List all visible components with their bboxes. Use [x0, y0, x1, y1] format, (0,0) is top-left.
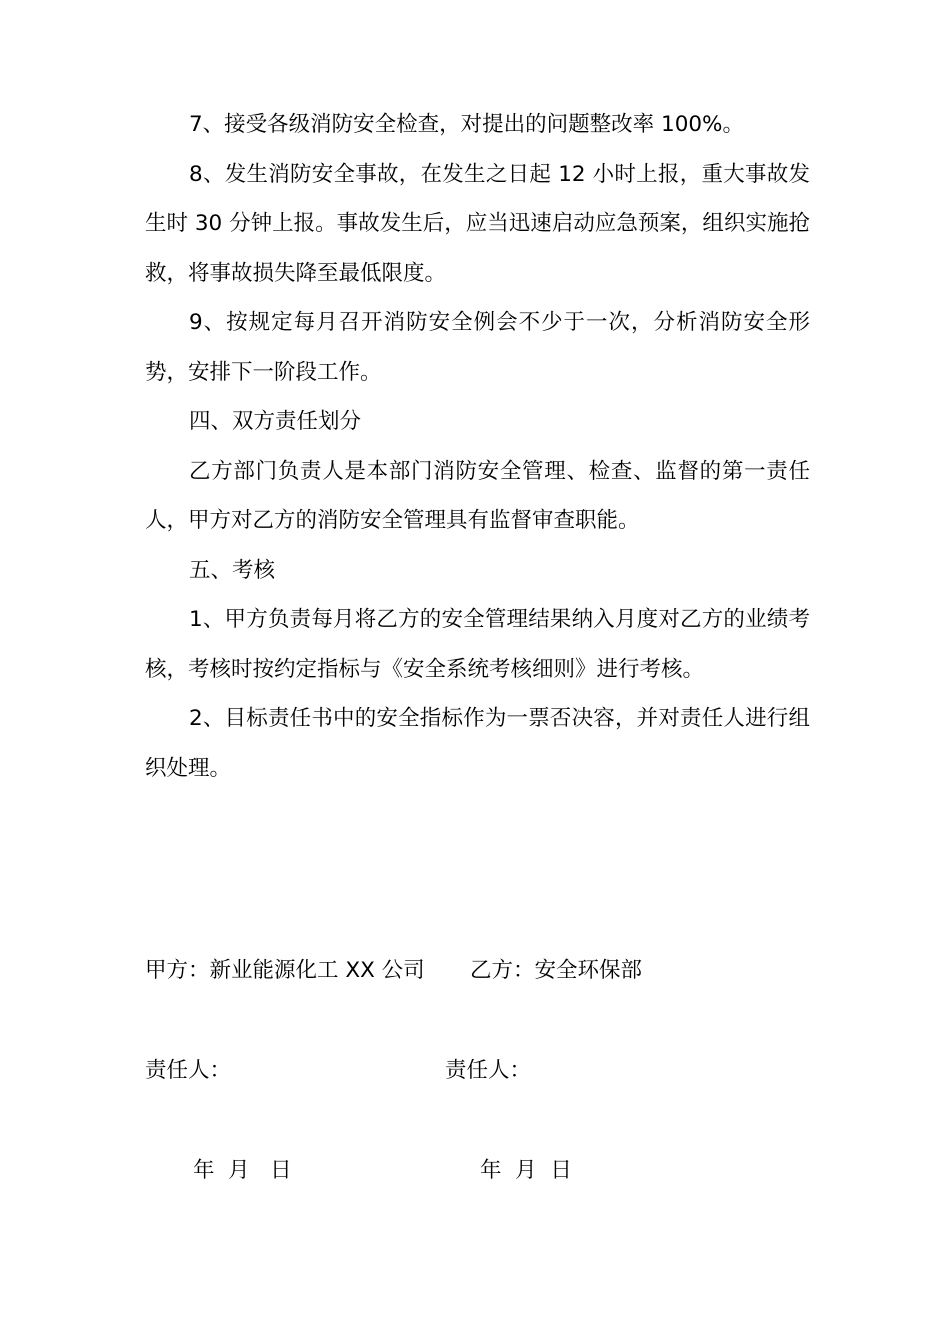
- date-line-b: 年 月 日: [480, 1158, 572, 1183]
- paragraph-assessment-1: 1、甲方负责每月将乙方的安全管理结果纳入月度对乙方的业绩考核，考核时按约定指标与《安全系统考核细则》进行考核。: [145, 607, 810, 682]
- date-line-a: 年 月 日: [193, 1158, 292, 1183]
- responsible-person-b: 责任人：: [445, 1058, 532, 1083]
- document-body: [145, 100, 810, 793]
- section-heading-responsibility: 四、双方责任划分: [189, 409, 362, 434]
- paragraph-item-8: 8、发生消防安全事故，在发生之日起 12 小时上报，重大事故发生时 30 分钟上报。事故发生后，应当迅速启动应急预案，组织实施抢救，将事故损失降至最低限度。: [145, 161, 810, 286]
- paragraph-item-9: 9、按规定每月召开消防安全例会不少于一次，分析消防安全形势，安排下一阶段工作。: [145, 310, 810, 385]
- paragraph-assessment-2: 2、目标责任书中的安全指标作为一票否决容，并对责任人进行组织处理。: [145, 706, 810, 781]
- party-b-label: 乙方：安全环保部: [470, 958, 643, 983]
- paragraph-item-7: 7、接受各级消防安全检查，对提出的问题整改率 100%。: [189, 112, 744, 137]
- paragraph-responsibility: 乙方部门负责人是本部门消防安全管理、检查、监督的第一责任人，甲方对乙方的消防安全管理具有监督审查职能。: [145, 458, 810, 533]
- section-heading-assessment: 五、考核: [189, 557, 276, 583]
- responsible-person-a: 责任人：: [145, 1058, 232, 1083]
- party-a-label: 甲方：新业能源化工 XX 公司: [145, 958, 425, 983]
